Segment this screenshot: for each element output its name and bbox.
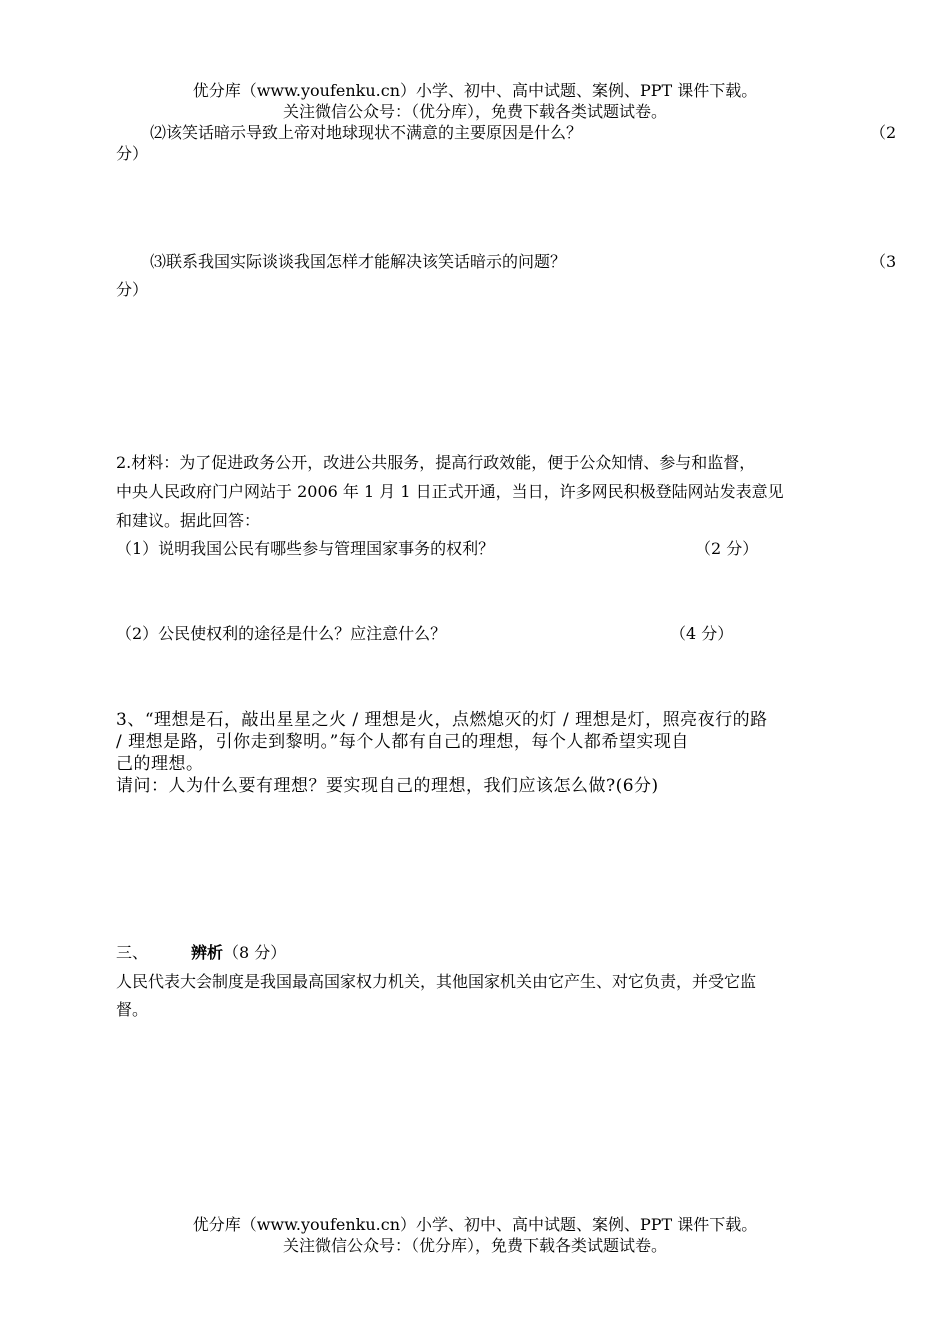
header-line-1: 优分库（www.youfenku.cn）小学、初中、高中试题、案例、PPT 课件下载。 (192, 81, 758, 100)
section3-line-1: 人民代表大会制度是我国最高国家权力机关，其他国家机关由它产生、对它负责，并受它监 (116, 972, 757, 991)
footer-line-2: 关注微信公众号：（优分库），免费下载各类试题试卷。 (282, 1236, 667, 1255)
section3-title: 辨析 (191, 943, 224, 962)
section3-line-2: 督。 (116, 1000, 149, 1019)
section3-heading (191, 940, 286, 963)
q3-line-3: 己的理想。 (116, 754, 204, 774)
q3-line-4: 请问：人为什么要有理想？要实现自己的理想，我们应该怎么做?(6分) (116, 776, 659, 796)
q2-sub2-text: （2）公民使权利的途径是什么？应注意什么？ (116, 624, 447, 643)
footer-line-1: 优分库（www.youfenku.cn）小学、初中、高中试题、案例、PPT 课件下载。 (192, 1215, 758, 1234)
q1-part2-text: ⑵该笑话暗示导致上帝对地球现状不满意的主要原因是什么？ (150, 123, 583, 142)
q2-sub1-text: （1）说明我国公民有哪些参与管理国家事务的权利？ (116, 539, 495, 558)
q2-line-1: 2.材料：为了促进政务公开，改进公共服务，提高行政效能，便于公众知情、参与和监督， (116, 453, 756, 472)
q3-line-1: 3、“理想是石，敲出星星之火 / 理想是火，点燃熄灭的灯 / 理想是灯，照亮夜行的路 (116, 710, 768, 730)
q1-part3-score-close: 分） (116, 280, 149, 299)
q2-sub2-score: （4 分） (670, 624, 734, 643)
q2-line-2: 中央人民政府门户网站于 2006 年 1 月 1 日正式开通，当日，许多网民积极登陆网站发表意见 (116, 482, 784, 501)
header-line-2: 关注微信公众号：（优分库），免费下载各类试题试卷。 (282, 102, 667, 121)
q1-part3-score: （3 (870, 252, 897, 271)
section3-number: 三、 (116, 943, 149, 962)
q2-line-3: 和建议。据此回答： (116, 511, 261, 530)
q2-sub1-score: （2 分） (695, 539, 759, 558)
section3-score: （8 分） (223, 943, 287, 962)
q3-line-2: / 理想是路，引你走到黎明。”每个人都有自己的理想，每个人都希望实现自 (116, 732, 689, 752)
q1-part2-score-close: 分） (116, 144, 149, 163)
q1-part2-score: （2 (870, 123, 897, 142)
q1-part3-text: ⑶联系我国实际谈谈我国怎样才能解决该笑话暗示的问题？ (150, 252, 567, 271)
